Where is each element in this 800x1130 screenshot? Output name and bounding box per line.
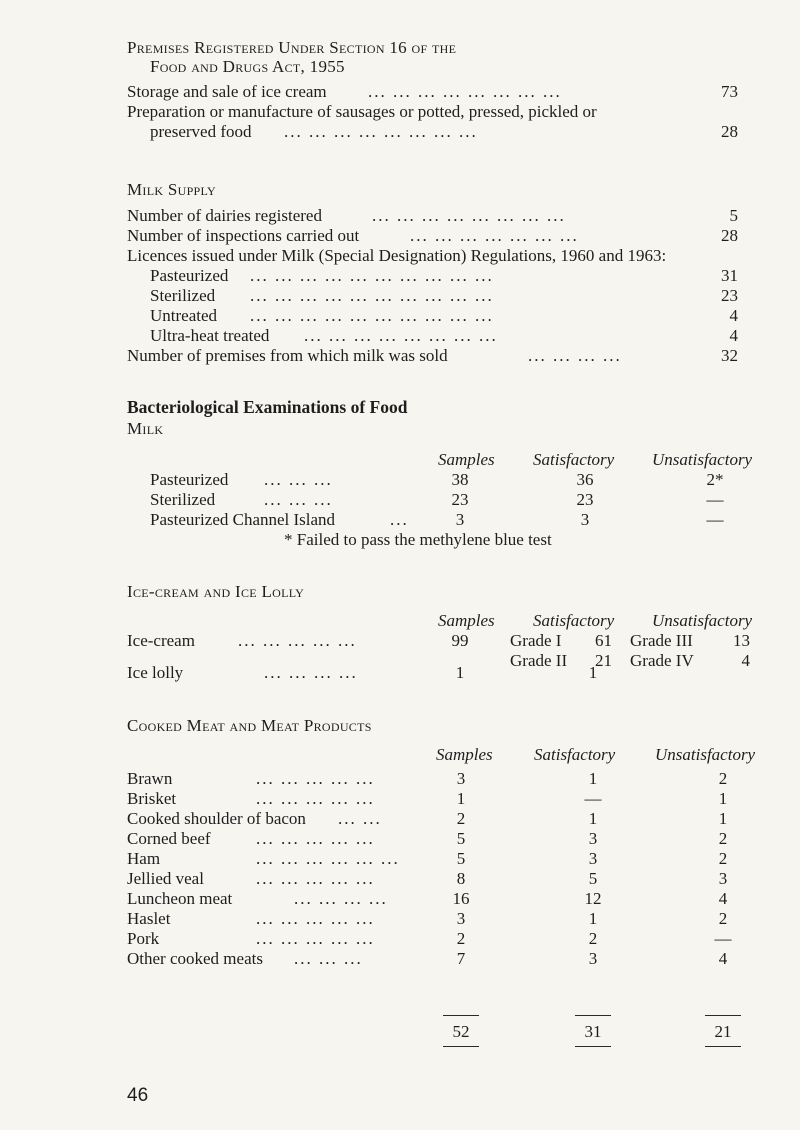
- meat-table-row: [0, 949, 800, 969]
- meat-cell-samples: 2: [456, 809, 466, 828]
- meat-cell-dots: ... ... ... ... ...: [256, 769, 375, 788]
- meat-cell-samples: 8: [456, 869, 466, 888]
- unsatisfactory-total-underline: [705, 1046, 741, 1047]
- unsatisfactory-total-rule: [705, 1015, 741, 1016]
- premises-heading-line2: Food and Drugs Act, 1955: [150, 57, 345, 76]
- meat-cell-label: Ham: [127, 849, 161, 868]
- samples-total-rule: [443, 1015, 479, 1016]
- meat-cell-dots: ... ... ... ... ... ...: [256, 849, 400, 868]
- meat-cell-satisfactory: 3: [588, 949, 598, 968]
- milk-licences-label: Licences issued under Milk (Special Designation) Regulations, 1960 and 1963:: [127, 246, 667, 265]
- meat-cell-unsatisfactory: 2: [718, 909, 728, 928]
- licence-row-pasteurized: Pasteurized ... ... ... ... ... ... ... ... ... ... 31: [150, 266, 738, 285]
- meat-cell-label: Other cooked meats: [127, 949, 263, 968]
- premises-row-icecream: Storage and sale of ice cream ... ... ... ... ... ... ... ... 73: [127, 82, 738, 101]
- meat-cell-samples: 3: [456, 909, 466, 928]
- meat-cell-dots: ... ... ... ...: [294, 889, 388, 908]
- meat-cell-samples: 5: [456, 829, 466, 848]
- meat-cell-label: Pork: [127, 929, 160, 948]
- meat-cell-unsatisfactory: 4: [718, 889, 728, 908]
- meat-cell-unsatisfactory: 4: [718, 949, 728, 968]
- meat-cell-unsatisfactory: 1: [718, 809, 728, 828]
- meat-cell-label: Luncheon meat: [127, 889, 233, 908]
- satisfactory-total-underline: [575, 1046, 611, 1047]
- meat-table-row: [0, 829, 800, 849]
- meat-subheading: Cooked Meat and Meat Products: [127, 716, 372, 735]
- meat-cell-unsatisfactory: 3: [718, 869, 728, 888]
- meat-cell-dots: ... ... ... ... ...: [256, 829, 375, 848]
- meat-cell-unsatisfactory: 2: [718, 829, 728, 848]
- samples-total-underline: [443, 1046, 479, 1047]
- meat-cell-dots: ... ...: [338, 809, 382, 828]
- meat-cell-satisfactory: 3: [588, 849, 598, 868]
- satisfactory-total-rule: [575, 1015, 611, 1016]
- milk-inspections-row: Number of inspections carried out ... ... ... ... ... ... ... 28: [127, 226, 738, 245]
- meat-table-row: [0, 869, 800, 889]
- meat-cell-label: Haslet: [127, 909, 171, 928]
- milk-supply-heading: Milk Supply: [127, 180, 216, 199]
- meat-cell-satisfactory: —: [584, 789, 602, 808]
- meat-cell-dots: ... ... ... ... ...: [256, 789, 375, 808]
- milk-table-header: Samples Satisfactory Unsatisfactory: [438, 450, 753, 469]
- milk-footnote: * Failed to pass the methylene blue test: [284, 530, 552, 549]
- meat-cell-label: Brisket: [127, 789, 177, 808]
- meat-table-row: [0, 929, 800, 949]
- premises-row-preserved: preserved food ... ... ... ... ... ... ... ... 28: [150, 122, 738, 141]
- meat-cell-unsatisfactory: 2: [718, 769, 728, 788]
- meat-table-row: [0, 769, 800, 789]
- meat-cell-unsatisfactory: 1: [718, 789, 728, 808]
- meat-cell-dots: ... ... ... ... ...: [256, 909, 375, 928]
- meat-cell-label: Corned beef: [127, 829, 211, 848]
- meat-cell-label: Jellied veal: [127, 869, 204, 888]
- ice-table-row-lolly: Ice lolly ... ... ... ... 1 1: [127, 663, 598, 682]
- meat-cell-unsatisfactory: —: [714, 929, 732, 948]
- meat-cell-label: Cooked shoulder of bacon: [127, 809, 306, 828]
- meat-table-row: [0, 809, 800, 829]
- meat-cell-unsatisfactory: 2: [718, 849, 728, 868]
- milk-table-row: Pasteurized Channel Island ... 3 3 —: [150, 510, 724, 529]
- ice-table-row-grades: Grade II 21 Grade IV 4: [510, 651, 750, 670]
- meat-cell-satisfactory: 5: [588, 869, 598, 888]
- meat-cell-satisfactory: 1: [588, 809, 598, 828]
- meat-cell-samples: 2: [456, 929, 466, 948]
- meat-table-row: [0, 889, 800, 909]
- ice-subheading: Ice-cream and Ice Lolly: [127, 582, 305, 601]
- meat-table-row: [0, 789, 800, 809]
- ice-table-row-icecream: Ice-cream ... ... ... ... ... 99 Grade I 61 Grade III 13: [127, 631, 750, 650]
- ice-table-header: Samples Satisfactory Unsatisfactory: [438, 611, 753, 630]
- meat-cell-samples: 7: [456, 949, 466, 968]
- meat-table-row: [0, 849, 800, 869]
- milk-table-row: Sterilized ... ... ... 23 23 —: [150, 490, 724, 509]
- meat-cell-samples: 16: [452, 889, 470, 908]
- meat-table-header: Samples Satisfactory Unsatisfactory: [436, 745, 756, 764]
- meat-cell-satisfactory: 1: [588, 909, 598, 928]
- bacteriological-heading: Bacteriological Examinations of Food: [127, 397, 408, 417]
- meat-cell-satisfactory: 1: [588, 769, 598, 788]
- premises-row-sausages: Preparation or manufacture of sausages or potted, pressed, pickled or: [127, 102, 597, 121]
- meat-totals-row: 52 31 21: [452, 1022, 732, 1041]
- meat-cell-dots: ... ... ... ... ...: [256, 929, 375, 948]
- meat-cell-samples: 5: [456, 849, 466, 868]
- licence-row-ultra-heat: Ultra-heat treated ... ... ... ... ... ... ... ... 4: [150, 326, 738, 345]
- milk-premises-sold-row: Number of premises from which milk was sold ... ... ... ... 32: [127, 346, 738, 365]
- meat-cell-samples: 1: [456, 789, 466, 808]
- licence-row-sterilized: Sterilized ... ... ... ... ... ... ... ... ... ... 23: [150, 286, 738, 305]
- milk-subheading: Milk: [127, 419, 164, 438]
- meat-cell-dots: ... ... ... ... ...: [256, 869, 375, 888]
- licence-row-untreated: Untreated ... ... ... ... ... ... ... ... ... ... 4: [150, 306, 738, 325]
- meat-cell-label: Brawn: [127, 769, 173, 788]
- meat-cell-satisfactory: 12: [584, 889, 602, 908]
- milk-table-row: Pasteurized ... ... ... 38 36 2*: [150, 470, 724, 489]
- premises-heading-line1: Premises Registered Under Section 16 of the: [127, 38, 457, 57]
- meat-cell-satisfactory: 2: [588, 929, 598, 948]
- page-number: 46: [127, 1085, 149, 1106]
- milk-dairies-row: Number of dairies registered ... ... ... ... ... ... ... ... 5: [127, 206, 738, 225]
- meat-cell-satisfactory: 3: [588, 829, 598, 848]
- meat-cell-dots: ... ... ...: [294, 949, 363, 968]
- meat-table-row: [0, 909, 800, 929]
- meat-cell-samples: 3: [456, 769, 466, 788]
